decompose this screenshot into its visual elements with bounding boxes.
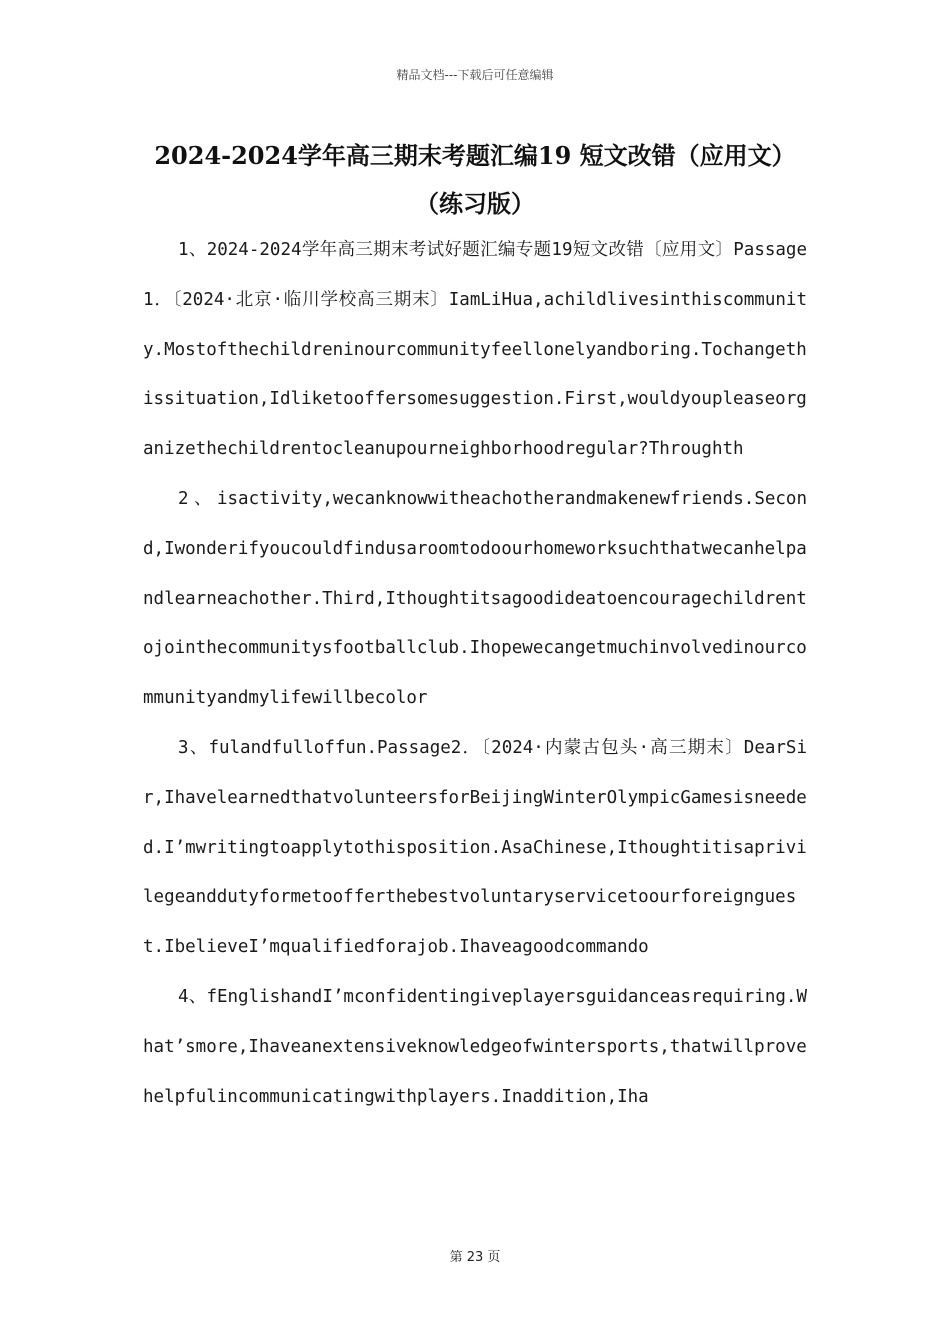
page-number: 第 23 页	[449, 1250, 501, 1265]
document-title	[140, 132, 810, 228]
paragraph-1: 1、2024-2024学年高三期末考试好题汇编专题19短文改错〔应用文〕Passage1．〔2024·北京·临川学校高三期末〕IamLiHua,achildlivesinthiscommunity.Mostofthechildreninourcommunityfeellonelyandboring.Tochangethissituation,Idliketooffersomesuggestion.First,wouldyoupleaseorganizethechildrentocleanupourneighborhoodregular?Throughth	[143, 240, 807, 460]
paragraph-4: 4、fEnglishandI’mconfidentingiveplayersguidanceasrequiring.What’smore,Ihaveanextensiveknowledgeofwintersports,thatwillprovehelpfulincommunicatingwithplayers.Inaddition,Iha	[143, 986, 807, 1107]
paragraph-3: 3、fulandfulloffun.Passage2．〔2024·内蒙古包头·高三期末〕DearSir,IhavelearnedthatvolunteersforBeijingWinterOlympicGamesisneeded.I’mwritingtoapplytothisposition.AsaChinese,Ithoughtitisaprivilegeanddutyformetoofferthebestvoluntaryservicetoourforeignguest.IbelieveI’mqualifiedforajob.Ihaveagoodcommando	[143, 737, 807, 958]
document-body	[143, 226, 807, 1122]
paragraph-2: 2、isactivity,wecanknowwitheachotherandmakenewfriends.Second,Iwonderifyoucouldfindusaroomtodoourhomeworksuchthatwecanhelpandlearneachother.Third,Ithoughtitsagoodideatoencouragechildrentojointhecommunitysfootballclub.Ihopewecangetmuchinvolvedinourcommunityandmylifewillbecolor	[143, 488, 807, 709]
title-line-1: 2024-2024学年高三期末考题汇编19 短文改错（应用文）	[154, 141, 796, 170]
page-header: 精品文档---下载后可任意编辑	[396, 68, 554, 82]
title-line-2: （练习版）	[415, 189, 535, 218]
